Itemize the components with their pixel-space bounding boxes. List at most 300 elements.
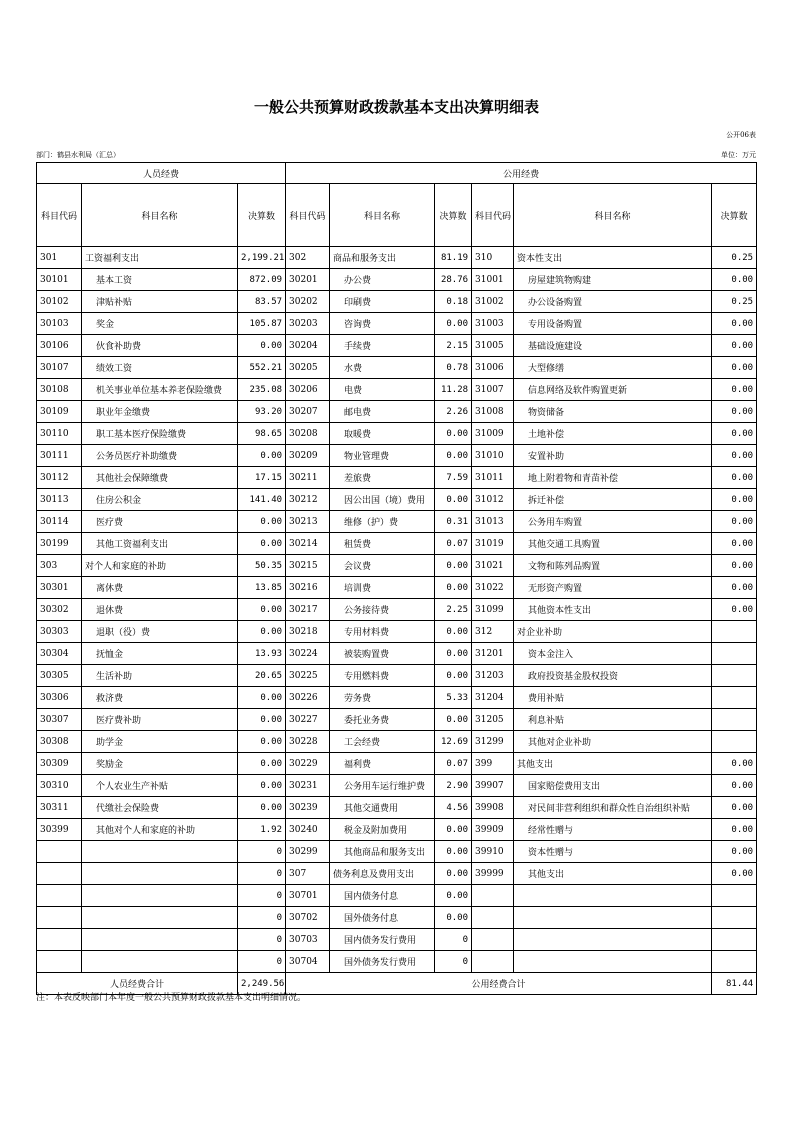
cell-amount: 81.19 [435,247,472,269]
cell-code: 31205 [472,709,514,731]
cell-name: 其他对企业补助 [514,731,712,753]
cell-name: 咨询费 [330,313,435,335]
cell-name: 会议费 [330,555,435,577]
cell-name: 专用设备购置 [514,313,712,335]
cell-amount: 0.00 [712,555,757,577]
cell-code: 30302 [37,599,82,621]
cell-name: 对个人和家庭的补助 [82,555,238,577]
cell-amount: 0.00 [712,841,757,863]
cell-name: 津贴补贴 [82,291,238,313]
cell-name [514,885,712,907]
cell-amount: 0.00 [712,379,757,401]
cell-amount: 0.00 [238,775,286,797]
cell-name: 抚恤金 [82,643,238,665]
cell-code: 31099 [472,599,514,621]
cell-code: 30107 [37,357,82,379]
cell-amount: 0.00 [712,797,757,819]
cell-code [472,885,514,907]
cell-amount [712,621,757,643]
cell-name: 基础设施建设 [514,335,712,357]
cell-amount [712,687,757,709]
cell-name: 救济费 [82,687,238,709]
cell-code: 30102 [37,291,82,313]
cell-name: 经常性赠与 [514,819,712,841]
personnel-section-header: 人员经费 [37,163,286,184]
cell-code: 30207 [286,401,330,423]
cell-amount: 0.00 [712,753,757,775]
cell-code [37,841,82,863]
cell-amount [712,665,757,687]
cell-name: 助学金 [82,731,238,753]
public-total-label: 公用经费合计 [286,973,712,995]
cell-code: 30101 [37,269,82,291]
cell-name: 国外债务付息 [330,907,435,929]
cell-name: 资本金注入 [514,643,712,665]
cell-amount: 28.76 [435,269,472,291]
cell-name: 其他社会保障缴费 [82,467,238,489]
cell-code: 31006 [472,357,514,379]
cell-name: 专用材料费 [330,621,435,643]
cell-name: 其他交通工具购置 [514,533,712,555]
cell-amount: 0 [238,863,286,885]
cell-name: 对民间非营利组织和群众性自治组织补贴 [514,797,712,819]
cell-amount: 2,199.21 [238,247,286,269]
cell-amount: 235.08 [238,379,286,401]
cell-code: 31005 [472,335,514,357]
table-row [37,907,757,929]
cell-code: 30306 [37,687,82,709]
cell-code [37,863,82,885]
table-row [37,709,757,731]
table-row [37,665,757,687]
cell-amount: 0.00 [712,863,757,885]
table-row [37,929,757,951]
cell-code: 31013 [472,511,514,533]
cell-name: 债务利息及费用支出 [330,863,435,885]
cell-code: 312 [472,621,514,643]
cell-code: 30204 [286,335,330,357]
cell-code: 30202 [286,291,330,313]
table-row [37,599,757,621]
cell-amount [712,951,757,973]
cell-name: 费用补贴 [514,687,712,709]
table-row [37,841,757,863]
cell-code: 30113 [37,489,82,511]
cell-code: 30224 [286,643,330,665]
cell-name: 国内债务发行费用 [330,929,435,951]
cell-name: 水费 [330,357,435,379]
cell-amount: 0.00 [712,467,757,489]
cell-code: 31022 [472,577,514,599]
cell-amount: 0.00 [435,709,472,731]
cell-name: 委托业务费 [330,709,435,731]
cell-name: 公务用车运行维护费 [330,775,435,797]
cell-amount: 0.00 [435,621,472,643]
cell-name: 安置补助 [514,445,712,467]
cell-name: 物资储备 [514,401,712,423]
cell-name: 其他商品和服务支出 [330,841,435,863]
cell-amount: 0.00 [712,599,757,621]
footnote: 注：本表反映部门本年度一般公共预算财政拨款基本支出明细情况。 [36,993,307,1003]
cell-amount: 0.00 [238,511,286,533]
cell-amount: 0.00 [435,555,472,577]
cell-amount: 0.00 [238,709,286,731]
table-row [37,863,757,885]
table-body [37,247,757,973]
cell-amount: 872.09 [238,269,286,291]
cell-code: 30206 [286,379,330,401]
page-title: 一般公共预算财政拨款基本支出决算明细表 [253,98,539,116]
cell-code: 30212 [286,489,330,511]
cell-amount: 0 [238,885,286,907]
cell-amount: 2.25 [435,599,472,621]
cell-name: 差旅费 [330,467,435,489]
cell-code: 30208 [286,423,330,445]
cell-amount: 0.00 [435,819,472,841]
cell-name: 国家赔偿费用支出 [514,775,712,797]
cell-code: 30240 [286,819,330,841]
col-header-name: 科目名称 [82,184,238,247]
cell-code: 307 [286,863,330,885]
cell-code: 30231 [286,775,330,797]
cell-code: 31001 [472,269,514,291]
cell-code: 31002 [472,291,514,313]
cell-code: 30227 [286,709,330,731]
cell-name: 资本性赠与 [514,841,712,863]
cell-name: 生活补助 [82,665,238,687]
cell-code [472,907,514,929]
cell-amount: 2.15 [435,335,472,357]
cell-amount: 0.00 [435,841,472,863]
cell-amount: 17.15 [238,467,286,489]
cell-name: 维修（护）费 [330,511,435,533]
cell-amount: 7.59 [435,467,472,489]
cell-name: 个人农业生产补贴 [82,775,238,797]
cell-name: 绩效工资 [82,357,238,379]
cell-amount: 0.00 [712,533,757,555]
cell-name: 其他资本性支出 [514,599,712,621]
cell-code: 30209 [286,445,330,467]
cell-amount: 0.18 [435,291,472,313]
cell-name: 信息网络及软件购置更新 [514,379,712,401]
cell-name: 奖励金 [82,753,238,775]
cell-amount: 98.65 [238,423,286,445]
cell-code: 30214 [286,533,330,555]
cell-name: 工资福利支出 [82,247,238,269]
cell-name: 公务员医疗补助缴费 [82,445,238,467]
public-total-value: 81.44 [712,973,757,995]
cell-name: 办公费 [330,269,435,291]
cell-amount: 0.00 [435,643,472,665]
cell-amount: 0 [238,907,286,929]
cell-code: 30205 [286,357,330,379]
cell-code: 30211 [286,467,330,489]
cell-amount: 0.00 [435,577,472,599]
cell-code: 31021 [472,555,514,577]
cell-amount [712,643,757,665]
col-header-name: 科目名称 [514,184,712,247]
cell-amount: 0.00 [238,621,286,643]
cell-amount [712,885,757,907]
cell-code: 30106 [37,335,82,357]
cell-code: 30216 [286,577,330,599]
cell-name: 国内债务付息 [330,885,435,907]
cell-amount: 0 [238,951,286,973]
cell-amount: 0.00 [712,269,757,291]
cell-code: 30215 [286,555,330,577]
table-row [37,357,757,379]
table-row [37,775,757,797]
cell-amount [712,929,757,951]
cell-amount: 0.00 [238,753,286,775]
cell-amount: 1.92 [238,819,286,841]
cell-code: 30103 [37,313,82,335]
cell-code: 30301 [37,577,82,599]
cell-amount: 0.00 [435,489,472,511]
cell-code: 30307 [37,709,82,731]
cell-code: 30701 [286,885,330,907]
cell-code: 30703 [286,929,330,951]
cell-name [514,907,712,929]
cell-amount [712,709,757,731]
cell-code: 399 [472,753,514,775]
cell-name: 伙食补助费 [82,335,238,357]
cell-code: 30199 [37,533,82,555]
cell-name: 办公设备购置 [514,291,712,313]
cell-code: 31009 [472,423,514,445]
cell-name: 职工基本医疗保险缴费 [82,423,238,445]
cell-name [82,885,238,907]
cell-amount: 11.28 [435,379,472,401]
public-section-header: 公用经费 [286,163,757,184]
table-row [37,533,757,555]
table-row [37,577,757,599]
col-header-name: 科目名称 [330,184,435,247]
cell-amount: 0.00 [712,445,757,467]
cell-code: 302 [286,247,330,269]
cell-code: 39910 [472,841,514,863]
cell-name: 大型修缮 [514,357,712,379]
cell-name: 被装购置费 [330,643,435,665]
cell-amount: 93.20 [238,401,286,423]
cell-code [472,951,514,973]
cell-code: 31011 [472,467,514,489]
cell-name: 福利费 [330,753,435,775]
cell-amount: 0.00 [435,313,472,335]
cell-code: 30229 [286,753,330,775]
cell-name: 住房公积金 [82,489,238,511]
table-row [37,269,757,291]
cell-name [82,907,238,929]
cell-amount: 0.00 [238,533,286,555]
cell-amount: 0.00 [435,665,472,687]
cell-code: 30399 [37,819,82,841]
table-row [37,687,757,709]
table-row [37,313,757,335]
cell-name: 国外债务发行费用 [330,951,435,973]
table-row [37,379,757,401]
cell-name: 租赁费 [330,533,435,555]
table-row [37,467,757,489]
cell-code: 30203 [286,313,330,335]
cell-name: 其他支出 [514,753,712,775]
cell-name: 其他支出 [514,863,712,885]
cell-amount: 141.40 [238,489,286,511]
column-header-row [37,184,757,247]
cell-amount: 0.00 [238,687,286,709]
cell-amount: 0.31 [435,511,472,533]
cell-name: 专用燃料费 [330,665,435,687]
cell-name: 奖金 [82,313,238,335]
cell-code: 31299 [472,731,514,753]
cell-name: 取暖费 [330,423,435,445]
cell-amount: 0.00 [435,423,472,445]
cell-name: 利息补贴 [514,709,712,731]
cell-code: 30108 [37,379,82,401]
cell-name: 其他工资福利支出 [82,533,238,555]
cell-name: 职业年金缴费 [82,401,238,423]
cell-amount: 0 [435,929,472,951]
cell-amount: 552.21 [238,357,286,379]
table-row [37,555,757,577]
cell-code: 30109 [37,401,82,423]
cell-name: 机关事业单位基本养老保险缴费 [82,379,238,401]
cell-name: 税金及附加费用 [330,819,435,841]
cell-name: 其他交通费用 [330,797,435,819]
cell-amount: 0.25 [712,291,757,313]
cell-name [82,951,238,973]
cell-code: 31012 [472,489,514,511]
cell-code [472,929,514,951]
cell-amount: 4.56 [435,797,472,819]
cell-code: 30704 [286,951,330,973]
table-row [37,731,757,753]
cell-code: 31003 [472,313,514,335]
cell-name: 电费 [330,379,435,401]
cell-code: 30310 [37,775,82,797]
cell-code: 31007 [472,379,514,401]
cell-code [37,885,82,907]
table-row [37,819,757,841]
cell-code: 30217 [286,599,330,621]
table-row [37,621,757,643]
cell-code [37,929,82,951]
cell-code: 30308 [37,731,82,753]
cell-name [82,929,238,951]
cell-amount [712,907,757,929]
cell-amount: 0.00 [712,357,757,379]
cell-amount: 0 [238,929,286,951]
cell-name: 政府投资基金股权投资 [514,665,712,687]
cell-amount: 0.00 [712,489,757,511]
cell-code: 30114 [37,511,82,533]
cell-name: 邮电费 [330,401,435,423]
col-header-code: 科目代码 [472,184,514,247]
table-row [37,885,757,907]
cell-name: 基本工资 [82,269,238,291]
cell-code: 31008 [472,401,514,423]
cell-amount: 0.00 [238,731,286,753]
cell-amount: 0.00 [712,775,757,797]
cell-amount [712,731,757,753]
cell-amount: 0.00 [238,599,286,621]
cell-code: 30112 [37,467,82,489]
cell-name: 退休费 [82,599,238,621]
cell-amount: 0.00 [435,863,472,885]
table-row [37,951,757,973]
table-row [37,291,757,313]
personnel-total-label: 人员经费合计 [37,973,238,995]
cell-name: 物业管理费 [330,445,435,467]
cell-amount: 12.69 [435,731,472,753]
cell-name: 无形资产购置 [514,577,712,599]
cell-name: 公务用车购置 [514,511,712,533]
cell-name: 印刷费 [330,291,435,313]
cell-code: 30228 [286,731,330,753]
cell-name: 其他对个人和家庭的补助 [82,819,238,841]
cell-amount: 0.78 [435,357,472,379]
cell-name: 房屋建筑物购建 [514,269,712,291]
col-header-code: 科目代码 [286,184,330,247]
table-row [37,643,757,665]
cell-name: 对企业补助 [514,621,712,643]
cell-name: 因公出国（境）费用 [330,489,435,511]
cell-amount: 13.93 [238,643,286,665]
cell-amount: 105.87 [238,313,286,335]
cell-amount: 0.07 [435,753,472,775]
cell-code: 30299 [286,841,330,863]
unit-label: 单位：万元 [721,151,756,159]
cell-amount: 50.35 [238,555,286,577]
cell-amount: 0.00 [712,511,757,533]
col-header-amount: 决算数 [238,184,286,247]
cell-name: 地上附着物和青苗补偿 [514,467,712,489]
cell-amount: 0.25 [712,247,757,269]
cell-code [37,907,82,929]
cell-name: 培训费 [330,577,435,599]
cell-code: 30309 [37,753,82,775]
cell-code: 30304 [37,643,82,665]
cell-amount: 0.00 [238,445,286,467]
department-label: 部门：鹤县水利局（汇总） [36,151,120,159]
cell-code: 30305 [37,665,82,687]
cell-name: 工会经费 [330,731,435,753]
cell-code: 303 [37,555,82,577]
table-row [37,401,757,423]
cell-code: 39909 [472,819,514,841]
cell-name: 公务接待费 [330,599,435,621]
cell-name [514,929,712,951]
personnel-total-value: 2,249.56 [238,973,286,995]
cell-code: 30303 [37,621,82,643]
cell-amount: 0.00 [712,401,757,423]
cell-amount: 0.00 [435,907,472,929]
cell-amount: 83.57 [238,291,286,313]
table-row [37,445,757,467]
cell-code: 39908 [472,797,514,819]
cell-code: 30218 [286,621,330,643]
cell-name: 文物和陈列品购置 [514,555,712,577]
table-row [37,797,757,819]
cell-name: 拆迁补偿 [514,489,712,511]
cell-code: 31204 [472,687,514,709]
cell-name: 商品和服务支出 [330,247,435,269]
table-row [37,335,757,357]
cell-code: 30111 [37,445,82,467]
cell-amount: 0.00 [238,335,286,357]
cell-code: 39907 [472,775,514,797]
cell-code: 301 [37,247,82,269]
